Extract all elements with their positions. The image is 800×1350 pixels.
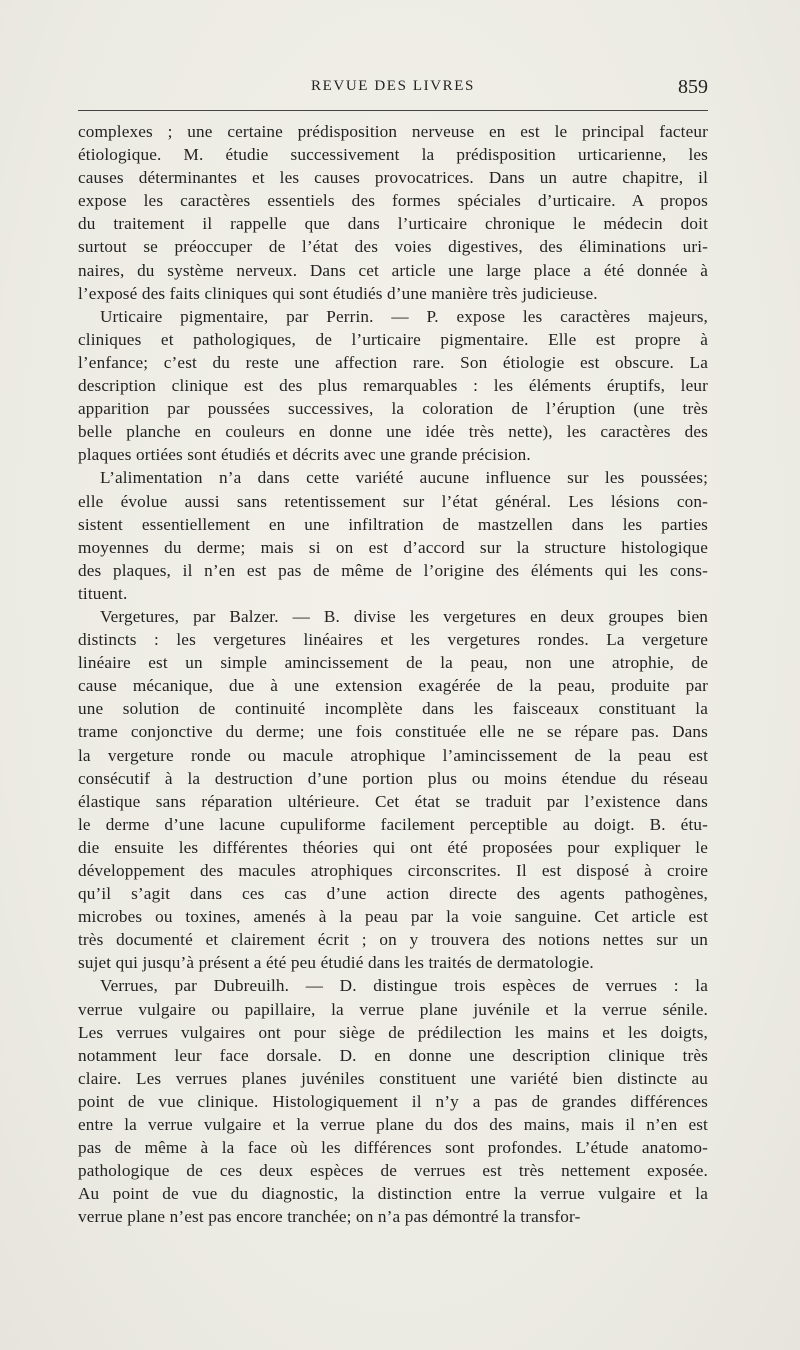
text-line: belle planche en couleurs en donne une idée très nette), les caractères des (78, 422, 708, 442)
text-line: verrue vulgaire ou papillaire, la verrue plane juvénile et la verrue sénile. (78, 999, 708, 1019)
text-line: moyennes du derme; mais si on est d’accord sur la structure histologique (78, 537, 708, 557)
text-line: une solution de continuité incomplète dans les faisceaux constituant la (78, 699, 708, 719)
text-line: elle évolue aussi sans retentissement sur l’état général. Les lésions con- (78, 491, 708, 511)
text-line: pathologique de ces deux espèces de verrues est très nettement exposée. (78, 1161, 708, 1181)
text-line: sujet qui jusqu’à présent a été peu étudié dans les traités de dermatologie. (78, 953, 594, 973)
text-line: développement des macules atrophiques circonscrites. Il est disposé à croire (78, 861, 708, 880)
text-line: du traitement il rappelle que dans l’urticaire chronique le médecin doit (78, 214, 708, 234)
text-line: point de vue clinique. Histologiquement il n’y a pas de grandes différences (78, 1091, 708, 1111)
text-line: qu’il s’agit dans ces cas d’une action directe des agents pathogènes, (78, 884, 708, 904)
text-line: élastique sans réparation ultérieure. Cet état se traduit par l’existence dans (78, 791, 708, 811)
text-line: trame conjonctive du derme; une fois constituée elle ne se répare pas. Dans (78, 722, 708, 742)
text-line: microbes ou toxines, amenés à la peau par la voie sanguine. Cet article est (78, 907, 708, 927)
text-line: cliniques et pathologiques, de l’urticaire pigmentaire. Elle est propre à (78, 329, 708, 349)
text-line: plaques ortiées sont étudiés et décrits avec une grande précision. (78, 445, 531, 465)
page-header (78, 76, 708, 102)
text-line: L’alimentation n’a dans cette variété aucune influence sur les poussées; (100, 468, 708, 488)
text-line: Vergetures, par Balzer. — B. divise les vergetures en deux groupes bien (100, 606, 708, 626)
text-line: l’exposé des faits cliniques qui sont étudiés d’une manière très judicieuse. (78, 283, 598, 303)
text-line: die ensuite les différentes théories qui ont été proposées pour expliquer le (78, 837, 708, 857)
text-line: Les verrues vulgaires ont pour siège de prédilection les mains et les doigts, (78, 1022, 708, 1042)
text-line: apparition par poussées successives, la coloration de l’éruption (une très (78, 399, 708, 419)
text-line: claire. Les verrues planes juvéniles constituent une variété bien distincte au (78, 1068, 708, 1088)
header-rule (78, 110, 708, 111)
text-line: le derme d’une lacune cupuliforme facilement perceptible au doigt. B. étu- (78, 814, 708, 834)
text-line: tituent. (78, 583, 128, 603)
text-line: la vergeture ronde ou macule atrophique l’amincissement de la peau est (78, 745, 708, 765)
text-line: cause mécanique, due à une extension exagérée de la peau, produite par (78, 676, 708, 696)
text-line: entre la verrue vulgaire et la verrue plane du dos des mains, mais il n’en est (78, 1115, 708, 1135)
body-text (78, 120, 708, 1229)
text-line: Verrues, par Dubreuilh. — D. distingue trois espèces de verrues : la (100, 976, 708, 996)
text-line: linéaire est un simple amincissement de la peau, non une atrophie, de (78, 653, 708, 673)
text-line: causes déterminantes et les causes provocatrices. Dans un autre chapitre, il (78, 168, 708, 188)
text-line: expose les caractères essentiels des formes spéciales d’urticaire. A propos (78, 191, 708, 211)
text-line: très documenté et clairement écrit ; on y trouvera des notions nettes sur un (78, 930, 708, 950)
text-line: des plaques, il n’en est pas de même de l’origine des éléments qui les cons- (78, 560, 708, 580)
text-line: consécutif à la destruction d’une portion plus ou moins étendue du réseau (78, 768, 708, 788)
running-head: REVUE DES LIVRES (311, 78, 475, 94)
text-line: étiologique. M. étudie successivement la prédisposition urticarienne, les (78, 145, 708, 165)
text-line: naires, du système nerveux. Dans cet article une large place a été donnée à (78, 260, 708, 280)
text-line: complexes ; une certaine prédisposition nerveuse en est le principal facteur (78, 122, 708, 141)
text-line: surtout se préoccuper de l’état des voies digestives, des éliminations uri- (78, 237, 708, 257)
text-line: pas de même à la face où les différences sont profondes. L’étude anatomo- (78, 1138, 708, 1158)
text-line: verrue plane n’est pas encore tranchée; on n’a pas démontré la transfor- (78, 1207, 581, 1227)
text-line: Au point de vue du diagnostic, la distinction entre la verrue vulgaire et la (78, 1184, 708, 1204)
text-line: l’enfance; c’est du reste une affection rare. Son étiologie est obscure. La (78, 352, 708, 372)
text-line: Urticaire pigmentaire, par Perrin. — P. expose les caractères majeurs, (100, 306, 708, 326)
text-line: description clinique est des plus remarquables : les éléments éruptifs, leur (78, 376, 708, 396)
text-line: sistent essentiellement en une infiltration de mastzellen dans les parties (78, 514, 708, 534)
page-number: 859 (678, 76, 708, 98)
text-line: notamment leur face dorsale. D. en donne une description clinique très (78, 1045, 708, 1065)
text-line: distincts : les vergetures linéaires et les vergetures rondes. La vergeture (78, 630, 708, 650)
